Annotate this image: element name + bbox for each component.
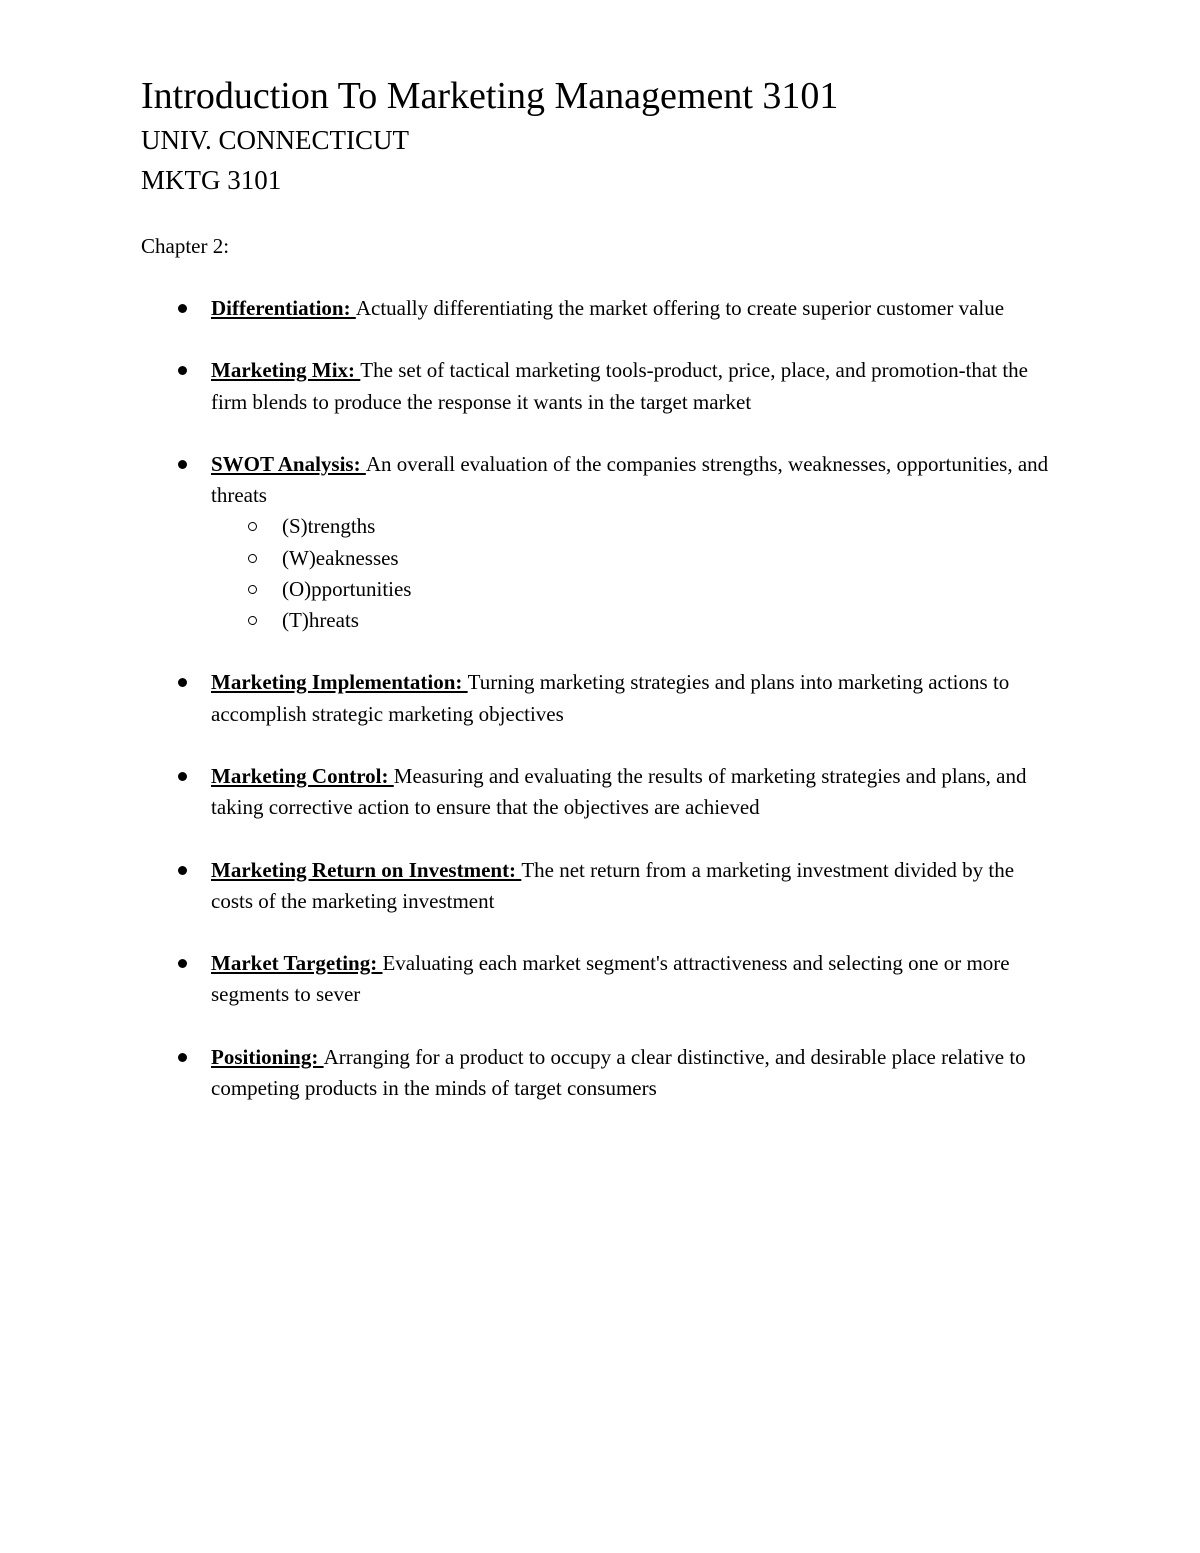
- term-name: Positioning:: [211, 1044, 324, 1069]
- term-name: Market Targeting:: [211, 951, 383, 976]
- hollow-bullet-icon: [248, 585, 257, 594]
- term-item: [0, 667, 1061, 729]
- term-item: [0, 948, 1061, 1010]
- term-name: Marketing Return on Investment:: [211, 857, 522, 882]
- sublist-item-label: (O)pportunities: [282, 576, 412, 601]
- sublist-item-label: (W)eaknesses: [282, 545, 399, 570]
- hollow-bullet-icon: [248, 616, 257, 625]
- sublist-item-label: (T)hreats: [282, 608, 359, 632]
- bullet-icon: [178, 678, 187, 687]
- hollow-bullet-icon: [248, 522, 257, 531]
- term-item: [0, 761, 1061, 823]
- course-code: MKTG 3101: [141, 165, 282, 195]
- term-name: Marketing Mix:: [211, 358, 361, 383]
- sublist-item: [0, 543, 1061, 574]
- term-name: Marketing Control:: [211, 763, 394, 788]
- sublist-item-label: (S)trengths: [282, 514, 376, 539]
- term-definition: An overall evaluation of the companies strengths, weaknesses, opportunities, and threats: [211, 451, 1049, 508]
- term-definition: The net return from a marketing investment divided by the costs of the marketing investment: [211, 857, 1015, 913]
- term-definition: Actually differentiating the market offering to create superior customer value: [355, 296, 1005, 320]
- term-definition: The set of tactical marketing tools-product, price, place, and promotion-that the firm blends to produce the response it wants in the target market: [211, 358, 1028, 414]
- term-definition: Measuring and evaluating the results of marketing strategies and plans, and taking corrective action to ensure that the objectives are achieved: [211, 763, 1027, 820]
- bullet-icon: [178, 866, 187, 875]
- term-item: [0, 1042, 1061, 1104]
- term-name: Differentiation:: [211, 296, 356, 320]
- hollow-bullet-icon: [248, 554, 257, 563]
- term-definition: Turning marketing strategies and plans into marketing actions to accomplish strategic marketing objectives: [211, 670, 1010, 726]
- term-item: [0, 855, 1061, 917]
- document-title: Introduction To Marketing Management 3101: [141, 75, 839, 117]
- sublist-item: [0, 511, 1061, 542]
- term-name: Marketing Implementation:: [211, 670, 468, 695]
- term-list: [0, 293, 1200, 1135]
- university-name: UNIV. CONNECTICUT: [141, 125, 409, 155]
- sublist-item: [0, 605, 1061, 636]
- bullet-icon: [178, 772, 187, 781]
- term-item: [0, 293, 1061, 324]
- bullet-icon: [178, 460, 187, 469]
- term-item: [0, 355, 1061, 417]
- term-name: SWOT Analysis:: [211, 451, 366, 476]
- bullet-icon: [178, 366, 187, 375]
- bullet-icon: [178, 1053, 187, 1062]
- sublist-item: [0, 574, 1061, 605]
- chapter-heading: Chapter 2:: [141, 234, 230, 258]
- bullet-icon: [178, 304, 187, 313]
- term-definition: Evaluating each market segment's attractiveness and selecting one or more segments to sever: [211, 951, 1010, 1007]
- term-definition: Arranging for a product to occupy a clear distinctive, and desirable place relative to competing products in the minds of target consumers: [211, 1044, 1026, 1100]
- swot-sublist: [211, 511, 1061, 636]
- term-item: [0, 449, 1061, 636]
- bullet-icon: [178, 959, 187, 968]
